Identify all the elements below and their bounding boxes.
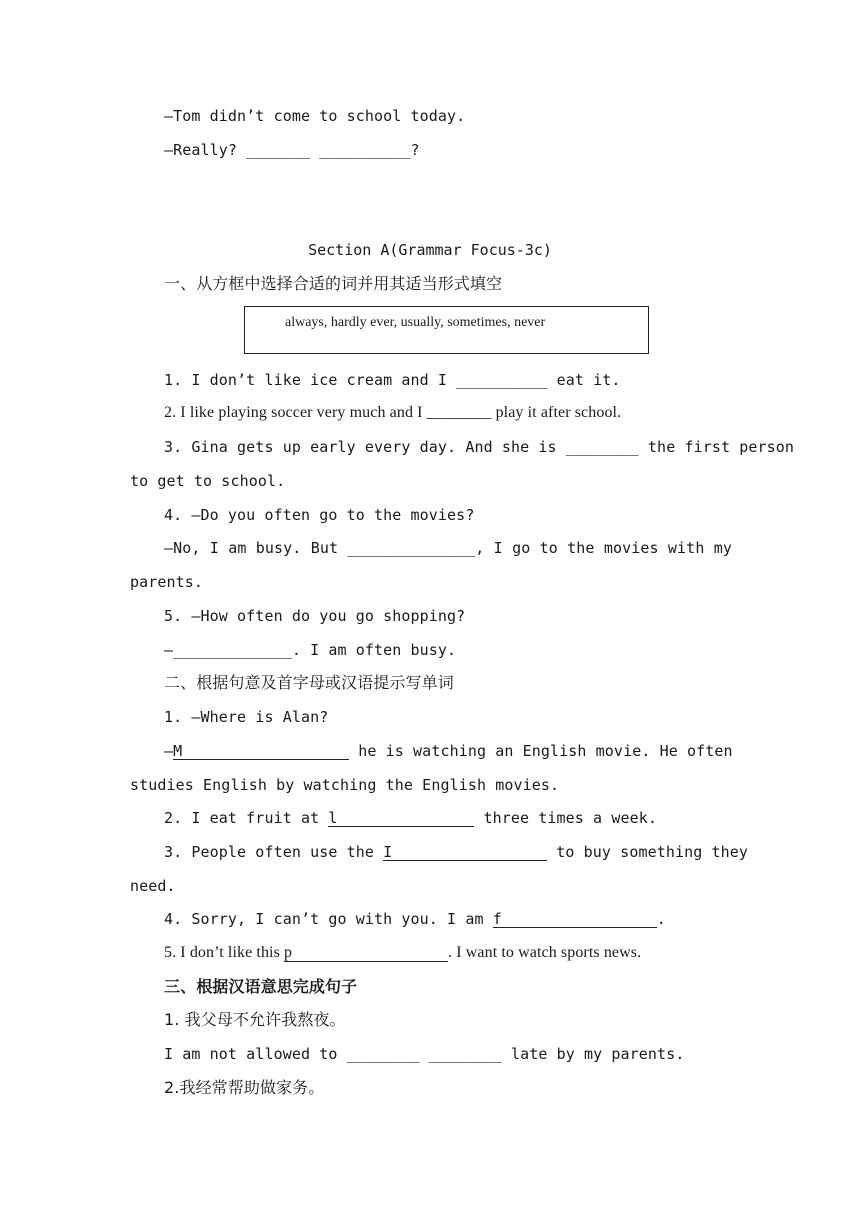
- question-text: . I want to watch sports news.: [448, 944, 642, 961]
- blank-with-initial: l: [328, 810, 474, 827]
- question-line: [164, 741, 732, 761]
- question-text: three times a week.: [474, 809, 657, 827]
- dialogue-line: —Really? _______ __________?: [164, 141, 420, 159]
- question-line: [164, 943, 732, 963]
- question-text: 5. I don’t like this: [164, 944, 285, 961]
- question-text: he is watching an English movie. He often: [349, 742, 733, 760]
- question-line: I am not allowed to ________ ________ late by my parents.: [164, 1045, 685, 1063]
- dash: —: [164, 742, 174, 760]
- question-line: 1. 我父母不允许我熬夜。: [164, 1010, 346, 1029]
- question-line: 3. Gina gets up early every day. And she is ________ the first person: [164, 438, 795, 456]
- part1-heading: 一、从方框中选择合适的词并用其适当形式填空: [164, 274, 503, 293]
- question-line: to get to school.: [130, 472, 286, 490]
- question-line: 1. —Where is Alan?: [164, 708, 329, 726]
- question-line: [164, 842, 749, 862]
- question-line: [164, 808, 732, 828]
- blank-with-initial: M: [173, 743, 349, 760]
- blank-with-initial: p: [284, 945, 448, 962]
- question-line: parents.: [130, 573, 204, 591]
- part2-heading: 二、根据句意及首字母或汉语提示写单词: [164, 673, 454, 692]
- question-line: studies English by watching the English movies.: [130, 776, 560, 794]
- question-line: need.: [130, 877, 176, 895]
- blank-with-initial: I: [383, 844, 547, 861]
- part3-heading: 三、根据汉语意思完成句子: [164, 977, 358, 996]
- question-line: —No, I am busy. But ______________, I go to the movies with my: [164, 539, 732, 557]
- question-line: 1. I don’t like ice cream and I __________ eat it.: [164, 371, 621, 389]
- question-line: 4. —Do you often go to the movies?: [164, 506, 475, 524]
- blank-with-initial: f: [493, 911, 657, 928]
- word-box: [244, 306, 649, 354]
- question-text: to buy something they: [547, 843, 749, 861]
- word-box-text: always, hardly ever, usually, sometimes, never: [285, 315, 546, 330]
- section-title: Section A(Grammar Focus-3c): [308, 241, 552, 259]
- question-text: 4. Sorry, I can’t go with you. I am: [164, 910, 493, 928]
- question-line: 2.我经常帮助做家务。: [164, 1078, 325, 1097]
- question-text: 3. People often use the: [164, 843, 384, 861]
- question-line: [164, 909, 732, 929]
- question-line: 2. I like playing soccer very much and I ________ play it after school.: [164, 404, 622, 421]
- question-text: 2. I eat fruit at: [164, 809, 329, 827]
- question-line: 5. —How often do you go shopping?: [164, 607, 466, 625]
- question-text: .: [656, 910, 666, 928]
- dialogue-line: —Tom didn’t come to school today.: [164, 107, 466, 125]
- question-line: —_____________. I am often busy.: [164, 641, 457, 659]
